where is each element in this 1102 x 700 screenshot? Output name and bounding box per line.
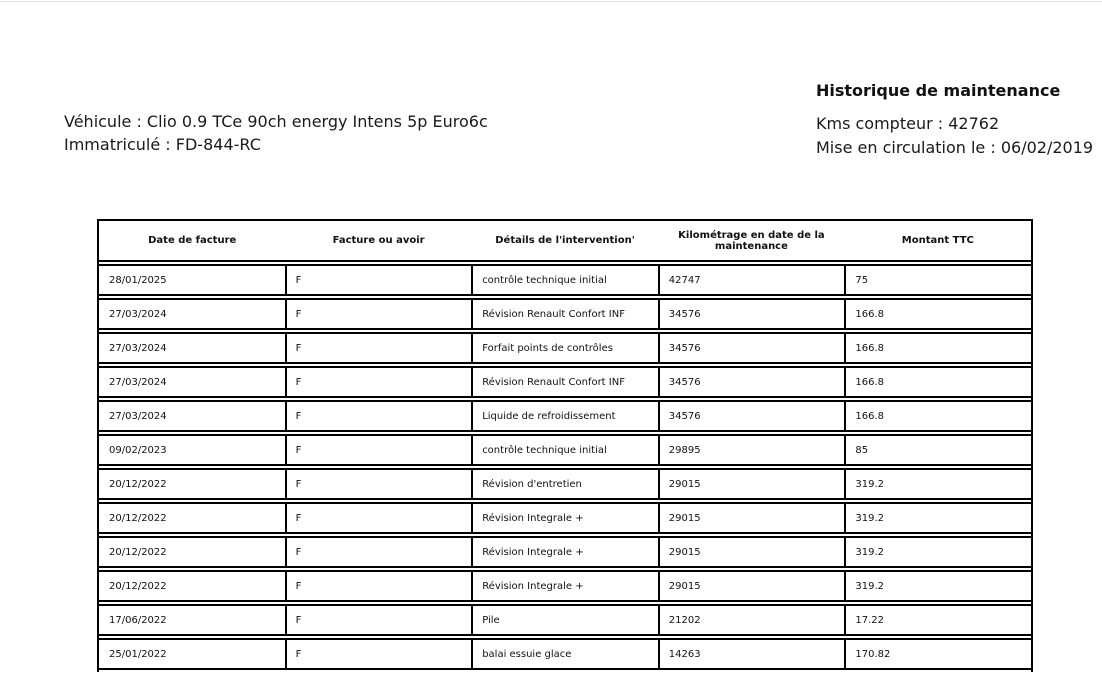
table-row: [99, 536, 1031, 568]
table-row: [99, 638, 1031, 670]
cell-invoice-date: 20/12/2022: [109, 546, 167, 558]
table-body: [99, 262, 1031, 670]
odometer-reading: Kms compteur : 42762: [816, 114, 1000, 133]
cell-intervention-details: Révision Integrale +: [471, 504, 658, 532]
cell-mileage: 21202: [658, 606, 845, 634]
cell-mileage: 34576: [658, 334, 845, 362]
cell-mileage: 34576: [658, 402, 845, 430]
cell-invoice-date: 27/03/2024: [109, 376, 167, 388]
header-invoice-date: Date de facture: [148, 235, 237, 246]
header-amount: Montant TTC: [901, 235, 974, 246]
vehicle-model: Véhicule : Clio 0.9 TCe 90ch energy Intens 5p Euro6c: [64, 112, 488, 131]
cell-intervention-details: Révision Integrale +: [471, 572, 658, 600]
registration-date: Mise en circulation le : 06/02/2019: [816, 138, 1094, 157]
cell-intervention-details: Révision d'entretien: [471, 470, 658, 498]
cell-invoice-type: F: [285, 572, 472, 600]
cell-amount: 85: [844, 436, 1031, 464]
cell-invoice-date: 09/02/2023: [109, 444, 167, 456]
cell-invoice-date: 25/01/2022: [109, 648, 167, 660]
cell-invoice-date: 17/06/2022: [109, 614, 167, 626]
cell-intervention-details: Révision Integrale +: [471, 538, 658, 566]
top-divider: [0, 1, 1102, 2]
table-row: [99, 468, 1031, 500]
cell-mileage: 29015: [658, 572, 845, 600]
cell-mileage: 29015: [658, 538, 845, 566]
cell-mileage: 29015: [658, 504, 845, 532]
cell-invoice-date: 20/12/2022: [109, 512, 167, 524]
page-title: Historique de maintenance: [816, 81, 1061, 100]
cell-amount: 319.2: [844, 538, 1031, 566]
header-mileage: Kilométrage en date de la maintenance: [678, 229, 825, 252]
cell-amount: 17.22: [844, 606, 1031, 634]
table-row: [99, 264, 1031, 296]
cell-invoice-date: 20/12/2022: [109, 580, 167, 592]
cell-mileage: 42747: [658, 266, 845, 294]
cell-mileage: 14263: [658, 640, 845, 668]
table-row: [99, 366, 1031, 398]
cell-invoice-type: F: [285, 300, 472, 328]
cell-invoice-type: F: [285, 504, 472, 532]
cell-amount: 319.2: [844, 504, 1031, 532]
cell-intervention-details: Forfait points de contrôles: [471, 334, 658, 362]
table-row: [99, 502, 1031, 534]
cell-invoice-date: 27/03/2024: [109, 308, 167, 320]
table-row: [99, 298, 1031, 330]
table-header: [99, 221, 1031, 262]
vehicle-info: [64, 110, 488, 156]
maintenance-summary: [816, 80, 1093, 160]
header-invoice-type: Facture ou avoir: [332, 235, 425, 246]
vehicle-registration: Immatriculé : FD-844-RC: [64, 135, 261, 154]
maintenance-table: [97, 219, 1033, 672]
cell-invoice-date: 20/12/2022: [109, 478, 167, 490]
cell-intervention-details: contrôle technique initial: [471, 436, 658, 464]
cell-mileage: 34576: [658, 300, 845, 328]
cell-intervention-details: Révision Renault Confort INF: [471, 368, 658, 396]
cell-invoice-type: F: [285, 334, 472, 362]
cell-invoice-date: 27/03/2024: [109, 410, 167, 422]
cell-invoice-type: F: [285, 606, 472, 634]
table-row: [99, 570, 1031, 602]
table-row: [99, 604, 1031, 636]
cell-invoice-date: 28/01/2025: [109, 274, 167, 286]
cell-mileage: 29895: [658, 436, 845, 464]
cell-invoice-type: F: [285, 266, 472, 294]
cell-amount: 319.2: [844, 470, 1031, 498]
cell-amount: 166.8: [844, 368, 1031, 396]
cell-invoice-type: F: [285, 368, 472, 396]
cell-invoice-type: F: [285, 402, 472, 430]
table-row: [99, 400, 1031, 432]
cell-amount: 166.8: [844, 300, 1031, 328]
cell-amount: 166.8: [844, 402, 1031, 430]
cell-amount: 166.8: [844, 334, 1031, 362]
cell-amount: 75: [844, 266, 1031, 294]
cell-invoice-date: 27/03/2024: [109, 342, 167, 354]
table-row: [99, 332, 1031, 364]
header-intervention-details: Détails de l'intervention': [495, 235, 635, 246]
cell-invoice-type: F: [285, 640, 472, 668]
table-row: [99, 434, 1031, 466]
cell-amount: 319.2: [844, 572, 1031, 600]
cell-intervention-details: Révision Renault Confort INF: [471, 300, 658, 328]
cell-amount: 170.82: [844, 640, 1031, 668]
cell-invoice-type: F: [285, 470, 472, 498]
cell-invoice-type: F: [285, 538, 472, 566]
cell-intervention-details: contrôle technique initial: [471, 266, 658, 294]
cell-mileage: 34576: [658, 368, 845, 396]
cell-intervention-details: Pile: [471, 606, 658, 634]
cell-intervention-details: Liquide de refroidissement: [471, 402, 658, 430]
cell-invoice-type: F: [285, 436, 472, 464]
cell-intervention-details: balai essuie glace: [471, 640, 658, 668]
cell-mileage: 29015: [658, 470, 845, 498]
